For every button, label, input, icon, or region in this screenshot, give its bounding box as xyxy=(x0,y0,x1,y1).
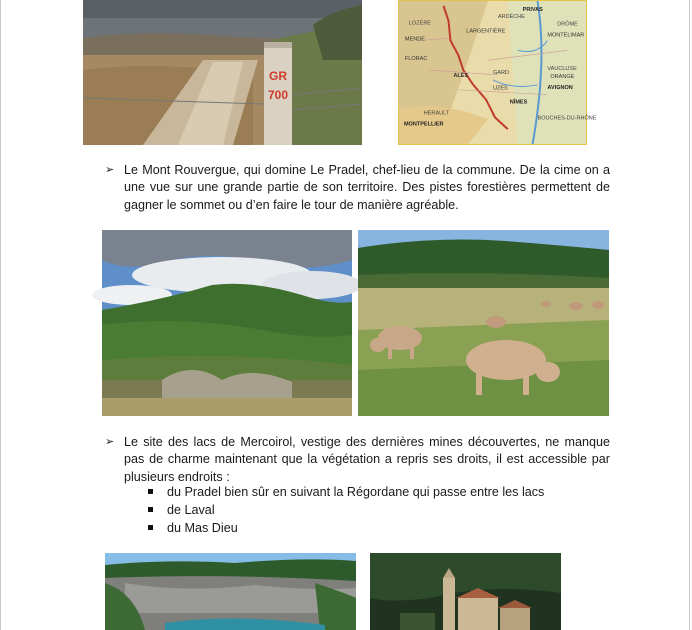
trail-signpost-photo xyxy=(83,0,362,145)
map-label-mende: MENDE xyxy=(404,36,425,43)
list-item-text: de Laval xyxy=(167,503,215,518)
list-item xyxy=(148,501,544,519)
list-item xyxy=(148,483,544,501)
map-label-ardeche: ARDÈCHE xyxy=(497,13,525,20)
village-church-photo xyxy=(370,553,561,630)
map-label-drome: DRÔME xyxy=(557,21,578,28)
cows-pasture-photo xyxy=(358,230,609,416)
map-label-herault: HÉRAULT xyxy=(423,110,450,117)
mont-rouvergue-photo xyxy=(102,230,352,416)
access-points-list xyxy=(148,483,544,538)
page-border-right xyxy=(689,0,690,630)
map-label-montelimar: MONTÉLIMAR xyxy=(547,32,585,39)
arrow-bullet-icon: ➢ xyxy=(105,436,115,448)
church-tower xyxy=(443,578,455,630)
map-label-largentiere: LARGENTIÈRE xyxy=(466,28,506,35)
regordane-map xyxy=(398,0,597,145)
map-label-orange: ORANGE xyxy=(550,73,575,80)
map-label-bouches-du-rhone: BOUCHES-DU-RHÔNE xyxy=(537,115,597,122)
map-label-lozere: LOZÈRE xyxy=(408,20,432,27)
mercoirol-lake-photo xyxy=(105,553,356,630)
map-label-montpellier: MONTPELLIER xyxy=(403,121,444,128)
square-bullet-icon xyxy=(148,525,153,530)
list-item xyxy=(148,519,544,537)
paragraph-mont-rouvergue xyxy=(105,162,610,214)
list-item-text: du Mas Dieu xyxy=(167,521,238,536)
signpost-text-top: GR xyxy=(269,69,287,83)
paragraph-text: Le Mont Rouvergue, qui domine Le Pradel, chef-lieu de la commune. De la cime on a une vue sur une grande partie de son territoire. Des pistes forestières permettent de gagner le sommet ou d’en faire le tour de manière agréable. xyxy=(124,163,610,212)
cow xyxy=(486,316,506,328)
page-border-left xyxy=(0,0,1,630)
map-label-privas: PRIVAS xyxy=(522,6,543,13)
map-label-nimes: NÎMES xyxy=(509,99,528,106)
paragraph-text: Le site des lacs de Mercoirol, vestige des dernières mines découvertes, ne manque pas de charme maintenant que la végétation a repris ses droits, il est accessible par plusieurs endroits : xyxy=(124,435,610,484)
map-label-uzes: UZÈS xyxy=(492,85,508,92)
signpost-text-bottom: 700 xyxy=(267,88,289,102)
map-label-vaucluse: VAUCLUSE xyxy=(547,66,577,73)
map-label-florac: FLORAC xyxy=(404,56,428,63)
square-bullet-icon xyxy=(148,507,153,512)
map-label-gard: GARD xyxy=(492,69,509,76)
arrow-bullet-icon: ➢ xyxy=(105,164,115,176)
paragraph-lacs-mercoirol xyxy=(105,434,610,486)
map-label-avignon: AVIGNON xyxy=(547,84,573,91)
list-item-text: du Pradel bien sûr en suivant la Régordane qui passe entre les lacs xyxy=(167,485,545,499)
map-label-ales: ALÈS xyxy=(453,72,469,79)
square-bullet-icon xyxy=(148,489,153,494)
